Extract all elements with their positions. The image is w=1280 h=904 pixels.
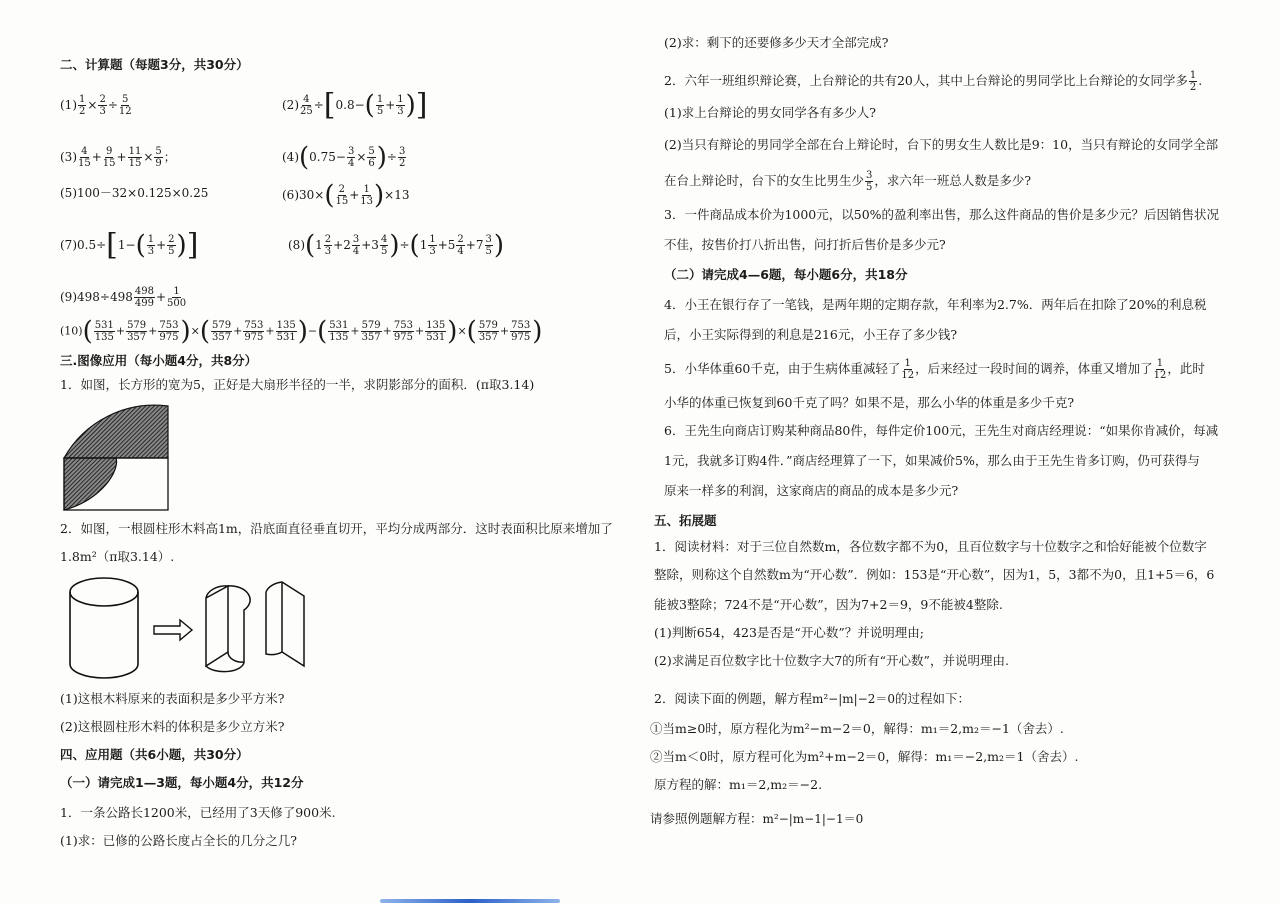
- ext-problem-1-sub2: (2)求满足百位数字比十位数字大7的所有“开心数”，并说明理由.: [654, 653, 1009, 668]
- image-problem-2-sub2: (2)这根圆柱形木料的体积是多少立方米?: [60, 719, 285, 734]
- problem-9: (9)498÷498 $\frac{498}{499}$ + $\frac{1}{500}$: [60, 286, 187, 309]
- app-problem-1: 1．一条公路长1200米，已经用了3天修了900米.: [60, 805, 336, 820]
- scroll-indicator: [380, 899, 560, 903]
- app-problem-1-sub1: (1)求：已修的公路长度占全长的几分之几?: [60, 833, 297, 848]
- section-title-calculation: 二、计算题（每题3分，共30分）: [60, 57, 249, 72]
- image-problem-2-line2: 1.8m²（π取3.14）.: [60, 549, 175, 564]
- app-problem-2-line1: 2．六年一班组织辩论赛，上台辩论的共有20人，其中上台辩论的男同学比上台辩论的女同学多 $\frac{1}{2}$ .: [664, 70, 1203, 93]
- fraction: $\frac{3}{5}$: [866, 170, 873, 193]
- fraction: $\frac{5}{12}$: [118, 94, 132, 117]
- app-problem-6-line1: 6．王先生向商店订购某种商品80件，每件定价100元，王先生对商店经理说：“如果你肯减价，每减: [664, 423, 1219, 438]
- fraction: $\frac{1}{12}$: [901, 358, 915, 381]
- subsection-title-2: （二）请完成4—6题，每小题6分，共18分: [664, 267, 908, 282]
- app-problem-6-line3: 原来一样多的利润，这家商店的商品的成本是多少元?: [664, 483, 959, 498]
- app-problem-3-line1: 3．一件商品成本价为1000元，以50%的盈利率出售，那么这件商品的售价是多少元？后因销售状况: [664, 207, 1220, 222]
- ext-problem-1-sub1: (1)判断654，423是否是“开心数”？并说明理由;: [654, 625, 924, 640]
- cylinder-cut-figure: [68, 574, 368, 680]
- app-problem-6-line2: 1元，我就多订购4件．”商店经理算了一下，如果减价5%，那么由于王先生肯多订购，仍可获得与: [664, 453, 1200, 468]
- app-problem-1-sub2: (2)求：剩下的还要修多少天才全部完成?: [664, 35, 889, 50]
- ext-problem-2-line1: 2．阅读下面的例题，解方程m²−|m|−2＝0的过程如下：: [654, 691, 971, 706]
- fraction: $\frac{1}{12}$: [1153, 358, 1167, 381]
- problem-5: (5)100－32×0.125×0.25: [60, 186, 209, 200]
- ext-problem-2-case1: ①当m≥0时，原方程化为m²−m−2＝0，解得：m₁＝2,m₂＝−1（舍去）.: [650, 721, 1064, 736]
- app-problem-2-sub2-line1: (2)当只有辩论的男同学全部在台上辩论时，台下的男女生人数比是9：10，当只有辩论的女同学全部: [664, 137, 1219, 152]
- problem-4: (4)(0.75− $\frac{3}{4}$ × $\frac{5}{6}$ )÷ $\frac{3}{2}$: [282, 142, 406, 173]
- app-problem-2-sub1: (1)求上台辩论的男女同学各有多少人?: [664, 105, 876, 120]
- fraction: $\frac{2}{3}$: [99, 94, 106, 117]
- problem-3: (3) $\frac{4}{15}$ + $\frac{9}{15}$ + $\frac{11}{15}$ × $\frac{5}{9}$ ；: [60, 146, 176, 169]
- app-problem-4-line2: 后，小王实际得到的利息是216元，小王存了多少钱?: [664, 327, 958, 342]
- problem-1: (1) $\frac{1}{2}$ × $\frac{2}{3}$ ÷ $\frac{5}{12}$: [60, 94, 132, 117]
- app-problem-5-line2: 小华的体重已恢复到60千克了吗？如果不是，那么小华的体重是多少千克?: [664, 395, 1075, 410]
- ext-problem-2-task: 请参照例题解方程：m²−|m−1|−1＝0: [650, 811, 864, 826]
- section-title-application: 四、应用题（共6小题，共30分）: [60, 747, 249, 762]
- image-problem-1: 1．如图，长方形的宽为5，正好是大扇形半径的一半，求阴影部分的面积．(π取3.14): [60, 377, 535, 392]
- problem-10: (10)( $\frac{531}{135}$ + $\frac{579}{357}$ + $\frac{753}{975}$ )×( $\frac{579}{357}$ + $\frac{753}{975}$ + $\frac{135}{531}$ )−( $\frac{531}{135}$ + $\frac{579}{357}$ + $\frac{753}{975}$ + $\frac{135}{531}$ )×( $\frac{579}{357}$ + $\frac{753}{975}$ ): [60, 316, 543, 347]
- subsection-title-1: （一）请完成1—3题，每小题4分，共12分: [60, 775, 304, 790]
- app-problem-4-line1: 4．小王在银行存了一笔钱，是两年期的定期存款，年利率为2.7%．两年后在扣除了20%的利息税: [664, 297, 1207, 312]
- ext-problem-1-line2: 整除，则称这个自然数m为“开心数”．例如：153是“开心数”，因为1，5，3都不为0，且1+5＝6，6: [654, 567, 1215, 582]
- ext-problem-2-solution: 原方程的解：m₁＝2,m₂＝−2.: [654, 777, 823, 792]
- section-title-image: 三.图像应用（每小题4分，共8分）: [60, 353, 258, 368]
- problem-7: (7)0.5÷[1−( $\frac{1}{3}$ + $\frac{2}{5}$ )]: [60, 227, 199, 263]
- problem-2: (2) $\frac{4}{25}$ ÷[0.8−( $\frac{1}{5}$ + $\frac{1}{3}$ )]: [282, 87, 428, 123]
- app-problem-2-sub2-line2: 在台上辩论时，台下的女生比男生少 $\frac{3}{5}$ ，求六年一班总人数是多少?: [664, 170, 1032, 193]
- app-problem-5-line1: 5．小华体重60千克，由于生病体重减轻了 $\frac{1}{12}$ ，后来经过一段时间的调养，体重又增加了 $\frac{1}{12}$ ，此时: [664, 358, 1205, 381]
- fraction: $\frac{1}{2}$: [79, 94, 86, 117]
- ext-problem-2-case2: ②当m＜0时，原方程可化为m²+m−2＝0，解得：m₁＝−2,m₂＝1（舍去）.: [650, 749, 1079, 764]
- fraction: $\frac{1}{2}$: [1189, 70, 1197, 93]
- image-problem-2-line1: 2．如图，一根圆柱形木料高1m，沿底面直径垂直切开，平均分成两部分．这时表面积比原来增加了: [60, 521, 613, 536]
- shaded-sector-figure: [62, 400, 174, 512]
- ext-problem-1-line1: 1．阅读材料：对于三位自然数m，各位数字都不为0，且百位数字与十位数字之和恰好能被个位数字: [654, 539, 1207, 554]
- problem-6: (6)30×( $\frac{2}{15}$ + $\frac{1}{13}$ )×13: [282, 180, 410, 211]
- problem-8: (8)(1 $\frac{2}{3}$ +2 $\frac{3}{4}$ +3 $\frac{4}{5}$ )÷(1 $\frac{1}{3}$ +5 $\frac{2}{4}$ +7 $\frac{3}{5}$ ): [288, 230, 505, 261]
- section-title-extension: 五、拓展题: [654, 513, 717, 528]
- ext-problem-1-line3: 能被3整除；724不是“开心数”，因为7+2＝9，9不能被4整除.: [654, 597, 1003, 612]
- image-problem-2-sub1: (1)这根木料原来的表面积是多少平方米?: [60, 691, 285, 706]
- app-problem-3-line2: 不佳，按售价打八折出售，问打折后售价是多少元?: [664, 237, 946, 252]
